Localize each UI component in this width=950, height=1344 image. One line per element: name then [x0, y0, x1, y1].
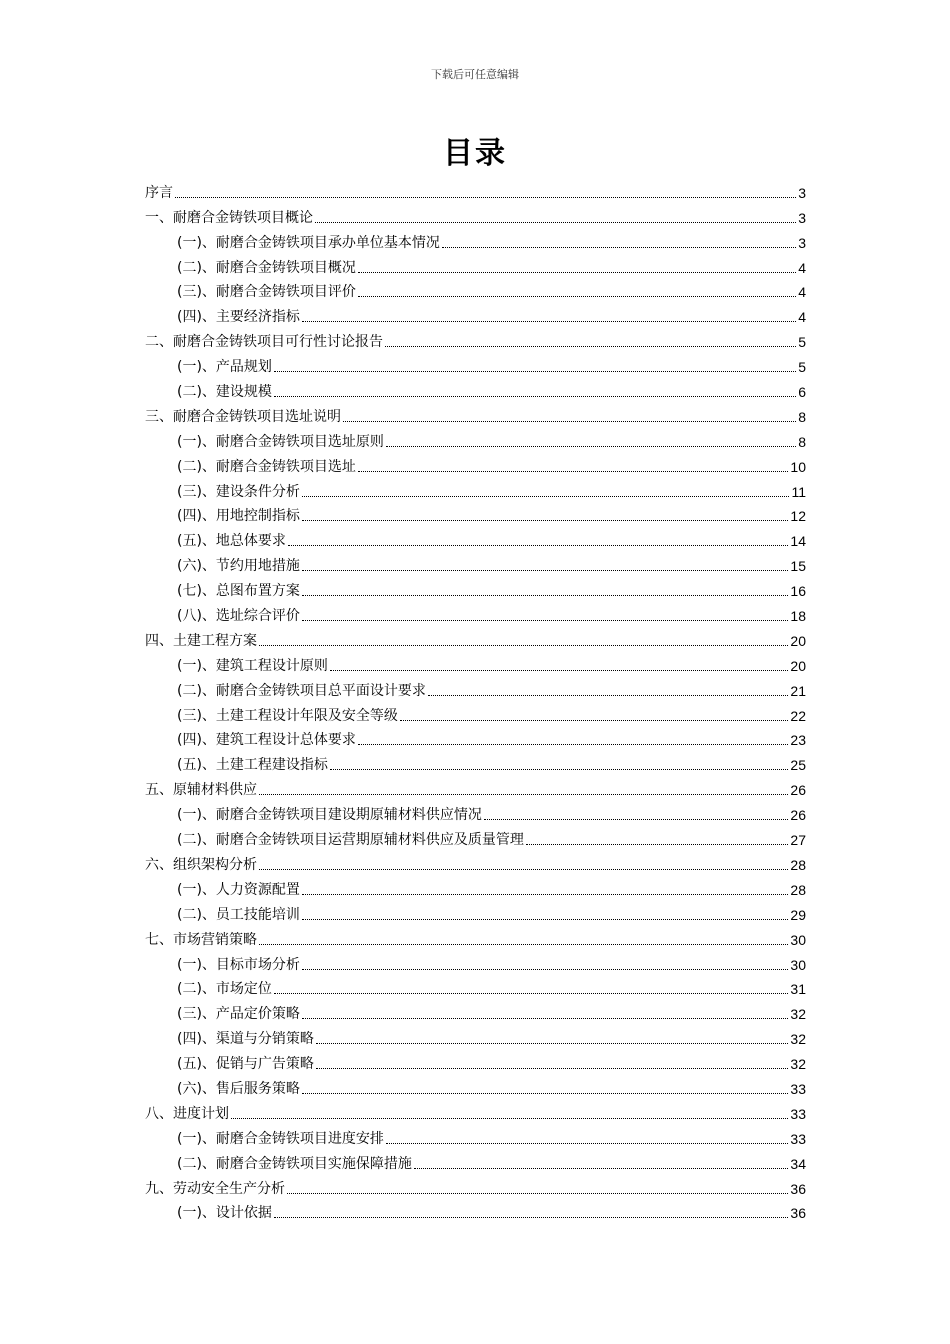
toc-entry-page: 30 — [790, 956, 806, 973]
toc-entry[interactable] — [145, 426, 806, 451]
toc-entry-page: 27 — [790, 832, 806, 849]
toc-entry-page: 28 — [790, 881, 806, 898]
toc-entry-label: (一)、人力资源配置 — [177, 881, 300, 898]
toc-entry-label: 三、耐磨合金铸铁项目选址说明 — [145, 408, 341, 425]
dot-leader — [330, 670, 788, 671]
toc-entry[interactable] — [145, 949, 806, 974]
dot-leader — [302, 1018, 788, 1019]
dot-leader — [302, 321, 796, 322]
table-of-contents — [145, 177, 806, 1222]
toc-entry[interactable] — [145, 824, 806, 849]
dot-leader — [316, 1043, 788, 1044]
toc-entry-label: (二)、耐磨合金铸铁项目运营期原辅材料供应及质量管理 — [177, 832, 524, 849]
toc-entry[interactable] — [145, 1073, 806, 1098]
toc-entry-label: (五)、土建工程建设指标 — [177, 757, 328, 774]
toc-entry-label: (二)、耐磨合金铸铁项目概况 — [177, 259, 356, 276]
toc-entry[interactable] — [145, 202, 806, 227]
toc-entry[interactable] — [145, 575, 806, 600]
toc-entry-label: 一、耐磨合金铸铁项目概论 — [145, 209, 313, 226]
toc-entry-label: (一)、耐磨合金铸铁项目承办单位基本情况 — [177, 234, 440, 251]
dot-leader — [259, 869, 788, 870]
toc-entry[interactable] — [145, 675, 806, 700]
toc-entry-page: 16 — [790, 583, 806, 600]
toc-entry-page: 32 — [790, 1006, 806, 1023]
dot-leader — [274, 396, 796, 397]
toc-entry[interactable] — [145, 874, 806, 899]
dot-leader — [302, 595, 788, 596]
toc-entry-label: (一)、耐磨合金铸铁项目建设期原辅材料供应情况 — [177, 807, 482, 824]
toc-entry-page: 5 — [798, 359, 806, 376]
toc-entry-label: 九、劳动安全生产分析 — [145, 1180, 285, 1197]
toc-entry-label: (一)、设计依据 — [177, 1205, 272, 1222]
toc-entry-page: 28 — [790, 856, 806, 873]
toc-entry-label: 七、市场营销策略 — [145, 931, 257, 948]
dot-leader — [358, 744, 788, 745]
dot-leader — [302, 620, 788, 621]
dot-leader — [302, 496, 790, 497]
toc-entry-page: 8 — [798, 408, 806, 425]
toc-entry[interactable] — [145, 849, 806, 874]
toc-entry-label: (四)、主要经济指标 — [177, 309, 300, 326]
toc-entry-label: (二)、建设规模 — [177, 384, 272, 401]
dot-leader — [428, 695, 788, 696]
dot-leader — [386, 1143, 788, 1144]
dot-leader — [302, 1093, 788, 1094]
toc-entry-label: (一)、耐磨合金铸铁项目进度安排 — [177, 1130, 384, 1147]
toc-entry[interactable] — [145, 376, 806, 401]
toc-entry-page: 22 — [790, 707, 806, 724]
dot-leader — [358, 471, 788, 472]
toc-entry-label: (二)、市场定位 — [177, 981, 272, 998]
toc-entry-page: 10 — [790, 458, 806, 475]
dot-leader — [302, 919, 788, 920]
toc-entry-label: (二)、员工技能培训 — [177, 906, 300, 923]
toc-entry[interactable] — [145, 227, 806, 252]
toc-entry-label: (三)、建设条件分析 — [177, 483, 300, 500]
toc-entry-label: 八、进度计划 — [145, 1105, 229, 1122]
page-header: 下载后可任意编辑 — [431, 68, 519, 81]
dot-leader — [414, 1168, 788, 1169]
toc-entry[interactable] — [145, 1148, 806, 1173]
toc-entry[interactable] — [145, 326, 806, 351]
dot-leader — [259, 794, 788, 795]
dot-leader — [175, 197, 796, 198]
toc-entry[interactable] — [145, 700, 806, 725]
toc-entry-page: 14 — [790, 533, 806, 550]
dot-leader — [315, 222, 796, 223]
toc-entry-page: 20 — [790, 657, 806, 674]
toc-entry[interactable] — [145, 451, 806, 476]
toc-entry-label: 六、组织架构分析 — [145, 856, 257, 873]
toc-entry-label: 序言 — [145, 184, 173, 201]
dot-leader — [442, 247, 796, 248]
toc-entry-page: 15 — [790, 558, 806, 575]
toc-entry[interactable] — [145, 625, 806, 650]
toc-entry[interactable] — [145, 277, 806, 302]
dot-leader — [358, 296, 796, 297]
toc-entry-label: (四)、用地控制指标 — [177, 508, 300, 525]
toc-entry-label: 五、原辅材料供应 — [145, 782, 257, 799]
toc-entry-page: 34 — [790, 1155, 806, 1172]
toc-entry-label: (三)、产品定价策略 — [177, 1006, 300, 1023]
toc-title: 目录 — [443, 136, 507, 171]
dot-leader — [385, 346, 796, 347]
toc-entry[interactable] — [145, 749, 806, 774]
dot-leader — [274, 1217, 788, 1218]
toc-entry-page: 4 — [798, 259, 806, 276]
dot-leader — [302, 969, 788, 970]
toc-entry-label: (三)、耐磨合金铸铁项目评价 — [177, 284, 356, 301]
dot-leader — [316, 1068, 788, 1069]
dot-leader — [302, 570, 788, 571]
toc-entry[interactable] — [145, 774, 806, 799]
toc-entry[interactable] — [145, 799, 806, 824]
dot-leader — [358, 272, 796, 273]
toc-entry-label: (二)、耐磨合金铸铁项目选址 — [177, 458, 356, 475]
toc-entry[interactable] — [145, 1098, 806, 1123]
toc-entry[interactable] — [145, 1023, 806, 1048]
toc-entry-label: (五)、促销与广告策略 — [177, 1056, 314, 1073]
toc-entry-page: 33 — [790, 1080, 806, 1097]
toc-entry-label: (一)、建筑工程设计原则 — [177, 657, 328, 674]
dot-leader — [274, 993, 788, 994]
toc-entry-page: 3 — [798, 234, 806, 251]
toc-entry-page: 6 — [798, 384, 806, 401]
toc-entry-page: 25 — [790, 757, 806, 774]
toc-entry-page: 36 — [790, 1180, 806, 1197]
toc-entry[interactable] — [145, 177, 806, 202]
toc-entry-label: (七)、总图布置方案 — [177, 583, 300, 600]
toc-entry[interactable] — [145, 924, 806, 949]
dot-leader — [259, 944, 788, 945]
dot-leader — [400, 720, 788, 721]
dot-leader — [330, 769, 788, 770]
toc-entry-page: 4 — [798, 309, 806, 326]
toc-entry-page: 26 — [790, 782, 806, 799]
toc-entry[interactable] — [145, 476, 806, 501]
toc-entry-page: 32 — [790, 1056, 806, 1073]
toc-entry-page: 32 — [790, 1031, 806, 1048]
toc-entry-page: 8 — [798, 433, 806, 450]
toc-entry-page: 23 — [790, 732, 806, 749]
dot-leader — [484, 819, 788, 820]
toc-entry-page: 31 — [790, 981, 806, 998]
toc-entry[interactable] — [145, 1123, 806, 1148]
dot-leader — [259, 645, 788, 646]
dot-leader — [302, 520, 788, 521]
toc-entry-label: (四)、渠道与分销策略 — [177, 1031, 314, 1048]
toc-entry-label: (三)、土建工程设计年限及安全等级 — [177, 707, 398, 724]
toc-entry[interactable] — [145, 974, 806, 999]
toc-entry-page: 12 — [790, 508, 806, 525]
toc-entry[interactable] — [145, 525, 806, 550]
toc-entry-label: (一)、目标市场分析 — [177, 956, 300, 973]
toc-entry-label: 四、土建工程方案 — [145, 632, 257, 649]
toc-entry-page: 5 — [798, 334, 806, 351]
dot-leader — [287, 1193, 788, 1194]
dot-leader — [302, 894, 788, 895]
dot-leader — [526, 844, 788, 845]
toc-entry[interactable] — [145, 401, 806, 426]
toc-entry[interactable] — [145, 1048, 806, 1073]
toc-entry[interactable] — [145, 301, 806, 326]
toc-entry-page: 4 — [798, 284, 806, 301]
toc-entry-label: (二)、耐磨合金铸铁项目实施保障措施 — [177, 1155, 412, 1172]
toc-entry[interactable] — [145, 351, 806, 376]
dot-leader — [231, 1118, 788, 1119]
toc-entry-page: 11 — [791, 483, 806, 500]
dot-leader — [274, 371, 796, 372]
toc-entry[interactable] — [145, 600, 806, 625]
toc-entry-page: 29 — [790, 906, 806, 923]
toc-entry-page: 18 — [790, 608, 806, 625]
toc-entry-page: 30 — [790, 931, 806, 948]
toc-entry[interactable] — [145, 550, 806, 575]
toc-entry-label: (一)、耐磨合金铸铁项目选址原则 — [177, 433, 384, 450]
toc-entry-label: (六)、售后服务策略 — [177, 1080, 300, 1097]
toc-entry-page: 20 — [790, 632, 806, 649]
toc-entry-label: (一)、产品规划 — [177, 359, 272, 376]
toc-entry-label: (八)、选址综合评价 — [177, 608, 300, 625]
toc-entry[interactable] — [145, 252, 806, 277]
toc-entry-label: (四)、建筑工程设计总体要求 — [177, 732, 356, 749]
toc-entry[interactable] — [145, 998, 806, 1023]
toc-entry-page: 26 — [790, 807, 806, 824]
dot-leader — [288, 545, 788, 546]
toc-entry[interactable] — [145, 899, 806, 924]
dot-leader — [386, 446, 796, 447]
toc-entry-label: (六)、节约用地措施 — [177, 558, 300, 575]
toc-entry[interactable] — [145, 650, 806, 675]
toc-entry-label: 二、耐磨合金铸铁项目可行性讨论报告 — [145, 334, 383, 351]
toc-entry-page: 3 — [798, 209, 806, 226]
toc-entry[interactable] — [145, 1173, 806, 1198]
toc-entry-page: 21 — [790, 682, 806, 699]
toc-entry[interactable] — [145, 1198, 806, 1223]
toc-entry[interactable] — [145, 725, 806, 750]
toc-entry[interactable] — [145, 501, 806, 526]
toc-entry-page: 3 — [798, 184, 806, 201]
toc-entry-page: 33 — [790, 1130, 806, 1147]
toc-entry-label: (五)、地总体要求 — [177, 533, 286, 550]
dot-leader — [343, 421, 796, 422]
toc-entry-page: 36 — [790, 1205, 806, 1222]
toc-entry-page: 33 — [790, 1105, 806, 1122]
toc-entry-label: (二)、耐磨合金铸铁项目总平面设计要求 — [177, 682, 426, 699]
